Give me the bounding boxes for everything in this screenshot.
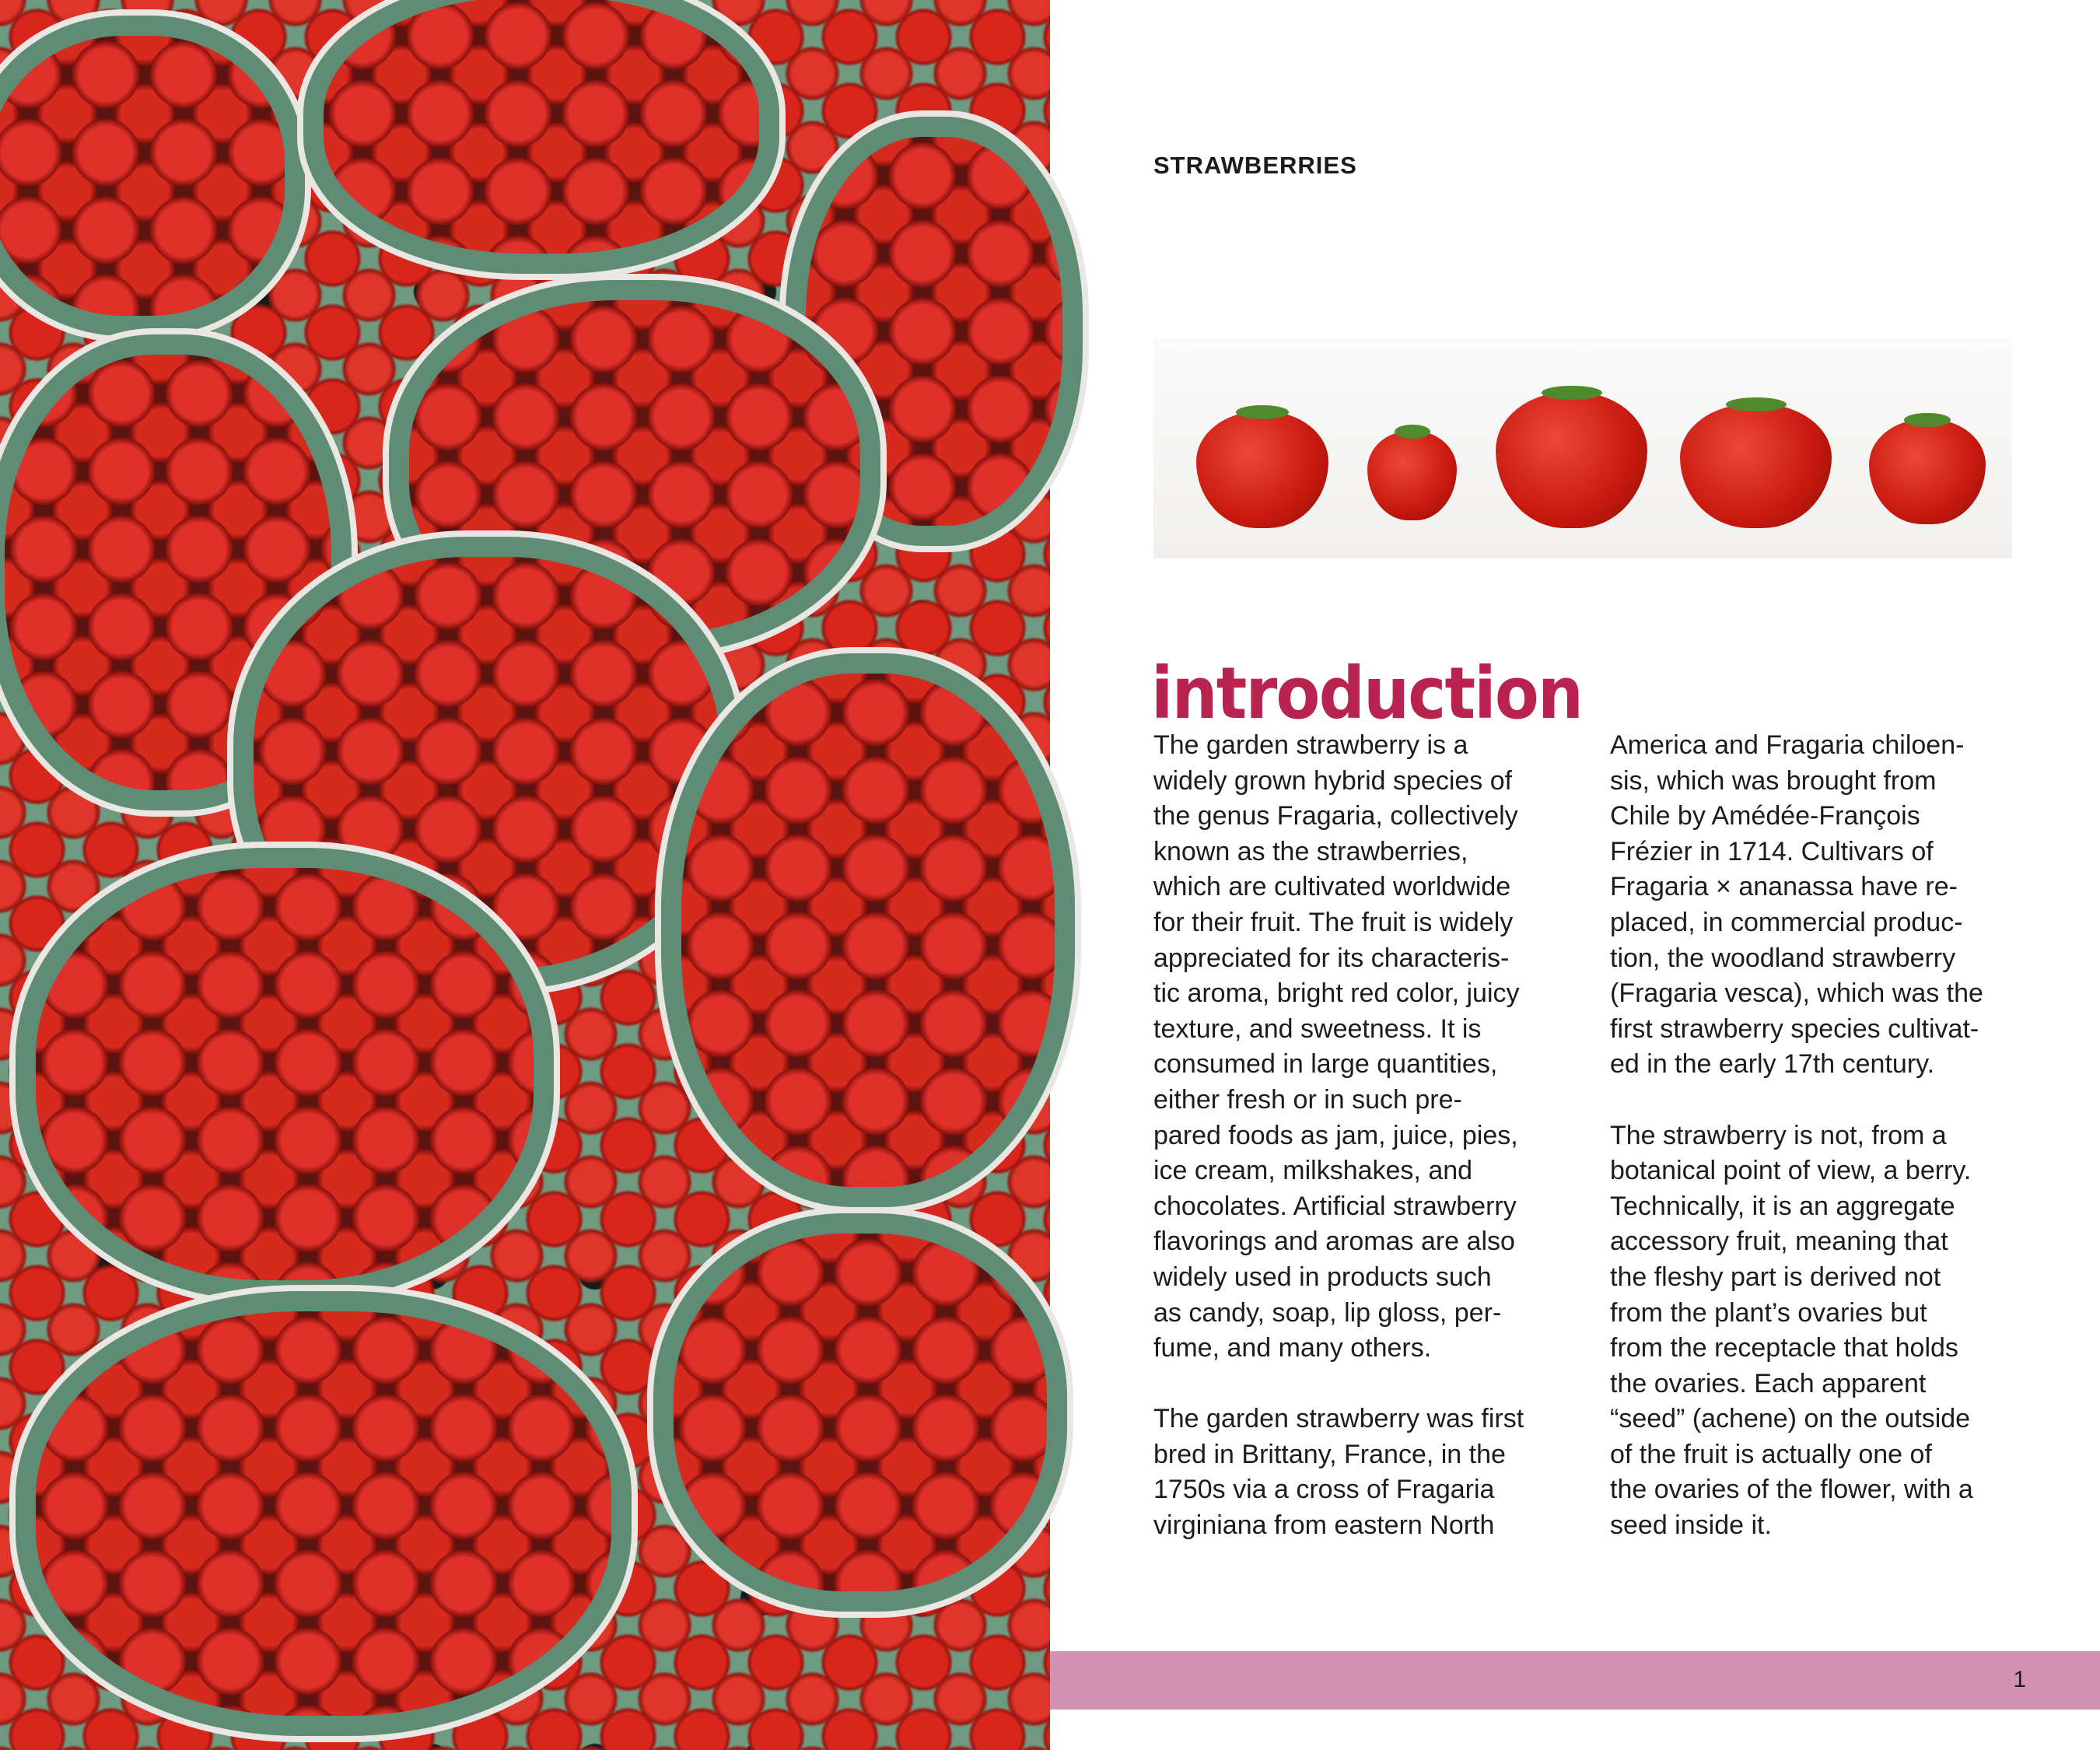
body-text-line: appreciated for its characteris- [1153,943,1510,973]
body-text-line: flavorings and aromas are also [1153,1227,1515,1257]
body-text-line: texture, and sweetness. It is [1153,1013,1482,1044]
body-text-line: the ovaries. Each apparent [1610,1368,1927,1398]
strawberry [1196,411,1328,528]
body-text-line: of the fruit is actually one of [1610,1439,1932,1469]
footer-bar [1050,1651,2100,1710]
body-text-line: The garden strawberry was first [1153,1404,1524,1434]
body-text-line: Frézier in 1714. Cultivars of [1610,836,1934,866]
body-text-line: the ovaries of the flower, with a [1610,1475,1973,1505]
strawberry [1496,392,1647,528]
body-text-line: from the receptacle that holds [1610,1333,1958,1363]
body-text-line: “seed” (achene) on the outside [1610,1404,1971,1434]
page-number: 1 [2013,1667,2026,1692]
body-text-line: the fleshy part is derived not [1610,1262,1941,1292]
basket [653,1213,1067,1612]
body-text-line: tic aroma, bright red color, juicy [1153,978,1520,1009]
body-text-line: sis, which was brought from [1610,765,1937,796]
body-text-line: Technically, it is an aggregate [1610,1191,1955,1221]
body-text-line: from the plant’s ovaries but [1610,1297,1927,1328]
body-text-line: bred in Brittany, France, in the [1153,1439,1506,1469]
body-text-line: which are cultivated worldwide [1153,872,1511,902]
body-text-line: The garden strawberry is a [1153,730,1468,760]
text-column-2 [1610,728,2046,1544]
body-text-line: seed inside it. [1610,1510,1772,1541]
body-text-line: widely grown hybrid species of [1153,765,1513,796]
body-text-line: virginiana from eastern North [1153,1510,1495,1541]
body-text-line: consumed in large quantities, [1153,1049,1498,1080]
paragraph-gap [1610,1083,2046,1118]
strawberries-row-image [1153,338,2012,558]
body-text-line: Chile by Amédée-François [1610,801,1920,831]
body-text-line: 1750s via a cross of Fragaria [1153,1475,1495,1505]
basket [16,848,554,1300]
body-text-line: the genus Fragaria, collectively [1153,801,1518,831]
body-text-line: ice cream, milkshakes, and [1153,1156,1473,1186]
basket [0,16,305,336]
body-text-line: botanical point of view, a berry. [1610,1156,1972,1186]
body-text-line: pared foods as jam, juice, pies, [1153,1120,1518,1150]
body-text-line: America and Fragaria chiloen- [1610,730,1965,760]
basket [303,0,779,274]
body-text-line: either fresh or in such pre- [1153,1084,1462,1115]
body-text-line: chocolates. Artificial strawberry [1153,1191,1517,1221]
paragraph-gap [1153,1367,1589,1402]
body-text-line: accessory fruit, meaning that [1610,1227,1948,1257]
body-text-line: Fragaria × ananassa have re- [1610,872,1958,902]
body-text-line: ed in the early 17th century. [1610,1049,1935,1080]
body-text-line: known as the strawberries, [1153,836,1468,866]
body-text-line: as candy, soap, lip gloss, per- [1153,1297,1502,1328]
body-text-line: (Fragaria vesca), which was the [1610,978,1983,1009]
text-column-1 [1153,728,1589,1544]
body-text-line: placed, in commercial produc- [1610,907,1963,937]
page-title: STRAWBERRIES [1153,152,1357,179]
strawberry [1680,404,1832,528]
strawberry [1367,431,1457,520]
section-heading: introduction [1151,652,1583,735]
basket [16,1291,632,1736]
body-text-line: for their fruit. The fruit is widely [1153,907,1514,937]
body-text-line: The strawberry is not, from a [1610,1120,1947,1150]
body-text-line: fume, and many others. [1153,1333,1432,1363]
body-text-line: tion, the woodland strawberry [1610,943,1956,973]
body-text-line: widely used in products such [1153,1262,1492,1292]
body-text-line: first strawberry species cultivat- [1610,1013,1979,1044]
basket [661,653,1075,1207]
strawberry [1869,419,1986,524]
